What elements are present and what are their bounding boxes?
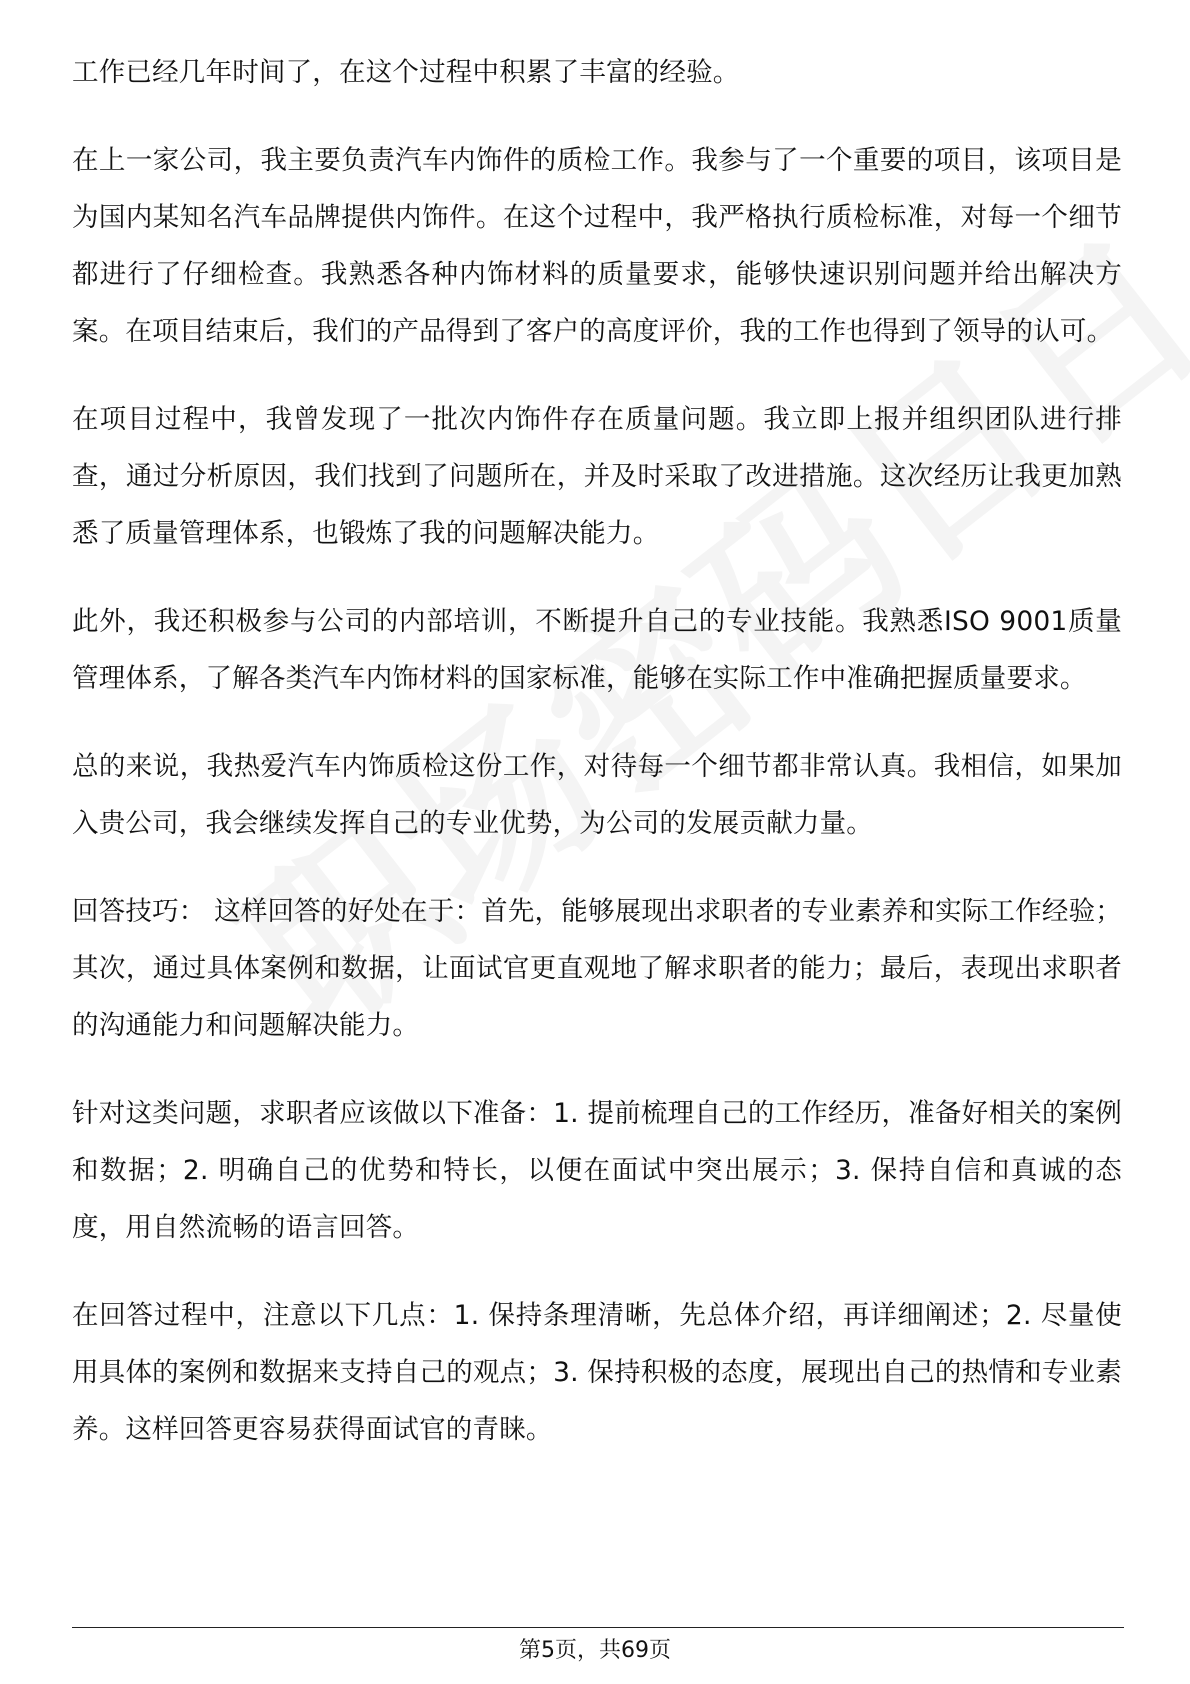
paragraph: 针对这类问题，求职者应该做以下准备：1. 提前梳理自己的工作经历，准备好相关的案例和数据；2. 明确自己的优势和特长，以便在面试中突出展示；3. 保持自信和真诚的态度，用自然流畅的语言回答。: [72, 1098, 1122, 1243]
footer-divider: [72, 1627, 1124, 1628]
paragraph: 在项目过程中，我曾发现了一批次内饰件存在质量问题。我立即上报并组织团队进行排查，通过分析原因，我们找到了问题所在，并及时采取了改进措施。这次经历让我更加熟悉了质量管理体系，也锻炼了我的问题解决能力。: [72, 404, 1122, 549]
paragraph: 总的来说，我热爱汽车内饰质检这份工作，对待每一个细节都非常认真。我相信，如果加入贵公司，我会继续发挥自己的专业优势，为公司的发展贡献力量。: [72, 751, 1122, 839]
paragraph: 在上一家公司，我主要负责汽车内饰件的质检工作。我参与了一个重要的项目，该项目是为国内某知名汽车品牌提供内饰件。在这个过程中，我严格执行质检标准，对每一个细节都进行了仔细检查。我熟悉各种内饰材料的质量要求，能够快速识别问题并给出解决方案。在项目结束后，我们的产品得到了客户的高度评价，我的工作也得到了领导的认可。: [72, 145, 1122, 347]
paragraph: 在回答过程中，注意以下几点：1. 保持条理清晰，先总体介绍，再详细阐述；2. 尽量使用具体的案例和数据来支持自己的观点；3. 保持积极的态度，展现出自己的热情和专业素养。这样回答更容易获得面试官的青睐。: [72, 1300, 1122, 1445]
page-number-footer: 第5页，共69页: [519, 1638, 671, 1663]
document-body: [72, 44, 1122, 1489]
paragraph: 此外，我还积极参与公司的内部培训，不断提升自己的专业技能。我熟悉ISO 9001质量管理体系，了解各类汽车内饰材料的国家标准，能够在实际工作中准确把握质量要求。: [72, 606, 1122, 694]
paragraph: 工作已经几年时间了，在这个过程中积累了丰富的经验。: [72, 57, 740, 88]
paragraph: 回答技巧： 这样回答的好处在于：首先，能够展现出求职者的专业素养和实际工作经验；其次，通过具体案例和数据，让面试官更直观地了解求职者的能力；最后，表现出求职者的沟通能力和问题解决能力。: [72, 896, 1122, 1041]
